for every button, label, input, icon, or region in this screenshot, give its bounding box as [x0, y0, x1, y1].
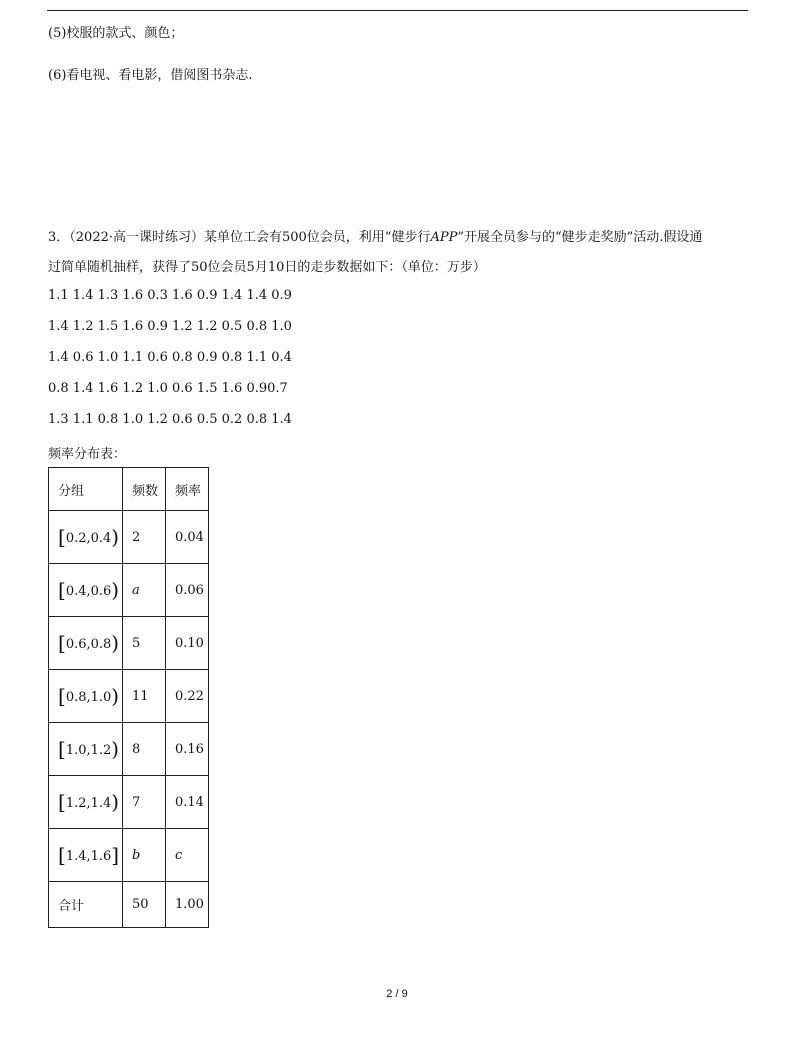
- close-bracket: ): [111, 525, 120, 549]
- count-cell: b: [123, 829, 166, 882]
- table-row: [49, 776, 209, 829]
- close-bracket: ]: [111, 843, 120, 867]
- open-bracket: [: [58, 737, 66, 761]
- group-cell: [49, 829, 123, 882]
- list-item-5: (5)校服的款式、颜色；: [48, 26, 184, 41]
- open-bracket: [: [58, 684, 66, 708]
- data-line-5: 1.3 1.1 0.8 1.0 1.2 0.6 0.5 0.2 0.8 1.4: [48, 412, 292, 427]
- count-cell: 8: [123, 723, 166, 776]
- frequency-cell: 0.10: [166, 617, 209, 670]
- total-count: 50: [123, 882, 166, 928]
- group-cell: [49, 723, 123, 776]
- frequency-cell: 0.06: [166, 564, 209, 617]
- interval-values: 1.0,1.2: [65, 743, 112, 758]
- group-cell: [49, 670, 123, 723]
- interval-values: 0.6,0.8: [65, 637, 112, 652]
- interval-values: 1.2,1.4: [65, 796, 112, 811]
- frequency-table: [48, 467, 209, 928]
- open-bracket: [: [58, 578, 66, 602]
- open-bracket: [: [58, 525, 66, 549]
- data-line-1: 1.1 1.4 1.3 1.6 0.3 1.6 0.9 1.4 1.4 0.9: [48, 288, 292, 303]
- table-row: [49, 564, 209, 617]
- question-3-line-2: 过简单随机抽样，获得了50位会员5月10日的走步数据如下：（单位：万步）: [48, 260, 486, 275]
- table-row: [49, 723, 209, 776]
- question-prefix: 3．（2022·高一课时练习）某单位工会有500位会员，利用“健步行: [48, 230, 431, 245]
- table-caption: 频率分布表：: [48, 447, 127, 462]
- table-header-row: [49, 468, 209, 511]
- close-bracket: ): [111, 631, 120, 655]
- group-cell: [49, 776, 123, 829]
- table-row: [49, 511, 209, 564]
- data-line-3: 1.4 0.6 1.0 1.1 0.6 0.8 0.9 0.8 1.1 0.4: [48, 350, 292, 365]
- interval-values: 0.2,0.4: [65, 531, 112, 546]
- count-cell: a: [123, 564, 166, 617]
- close-bracket: ): [111, 578, 120, 602]
- data-line-4: 0.8 1.4 1.6 1.2 1.0 0.6 1.5 1.6 0.90.7: [48, 381, 288, 396]
- frequency-cell: c: [166, 829, 209, 882]
- list-item-6: (6)看电视、看电影，借阅图书杂志.: [48, 68, 253, 83]
- question-suffix: ”开展全员参与的“健步走奖励”活动.假设通: [457, 230, 703, 245]
- data-line-2: 1.4 1.2 1.5 1.6 0.9 1.2 1.2 0.5 0.8 1.0: [48, 319, 292, 334]
- count-cell: 5: [123, 617, 166, 670]
- close-bracket: ): [111, 737, 120, 761]
- table-row: [49, 670, 209, 723]
- table-total-row: [49, 882, 209, 928]
- table-row: [49, 829, 209, 882]
- app-term: APP: [430, 230, 458, 245]
- total-label: 合计: [49, 882, 123, 928]
- question-3-line-1: [48, 226, 702, 245]
- close-bracket: ): [111, 790, 120, 814]
- count-cell: 11: [123, 670, 166, 723]
- open-bracket: [: [58, 843, 66, 867]
- frequency-cell: 0.16: [166, 723, 209, 776]
- count-cell: 7: [123, 776, 166, 829]
- frequency-cell: 0.04: [166, 511, 209, 564]
- interval-values: 0.8,1.0: [65, 690, 112, 705]
- frequency-cell: 0.14: [166, 776, 209, 829]
- count-cell: 2: [123, 511, 166, 564]
- header-count: 频数: [123, 468, 166, 511]
- open-bracket: [: [58, 790, 66, 814]
- page-number: 2 / 9: [386, 988, 408, 1000]
- group-cell: [49, 511, 123, 564]
- group-cell: [49, 564, 123, 617]
- header-frequency: 频率: [166, 468, 209, 511]
- frequency-cell: 0.22: [166, 670, 209, 723]
- interval-values: 1.4,1.6: [65, 849, 112, 864]
- group-cell: [49, 617, 123, 670]
- interval-values: 0.4,0.6: [65, 584, 112, 599]
- header-rule: [47, 10, 748, 11]
- total-frequency: 1.00: [166, 882, 209, 928]
- close-bracket: ): [111, 684, 120, 708]
- table-row: [49, 617, 209, 670]
- open-bracket: [: [58, 631, 66, 655]
- header-group: 分组: [49, 468, 123, 511]
